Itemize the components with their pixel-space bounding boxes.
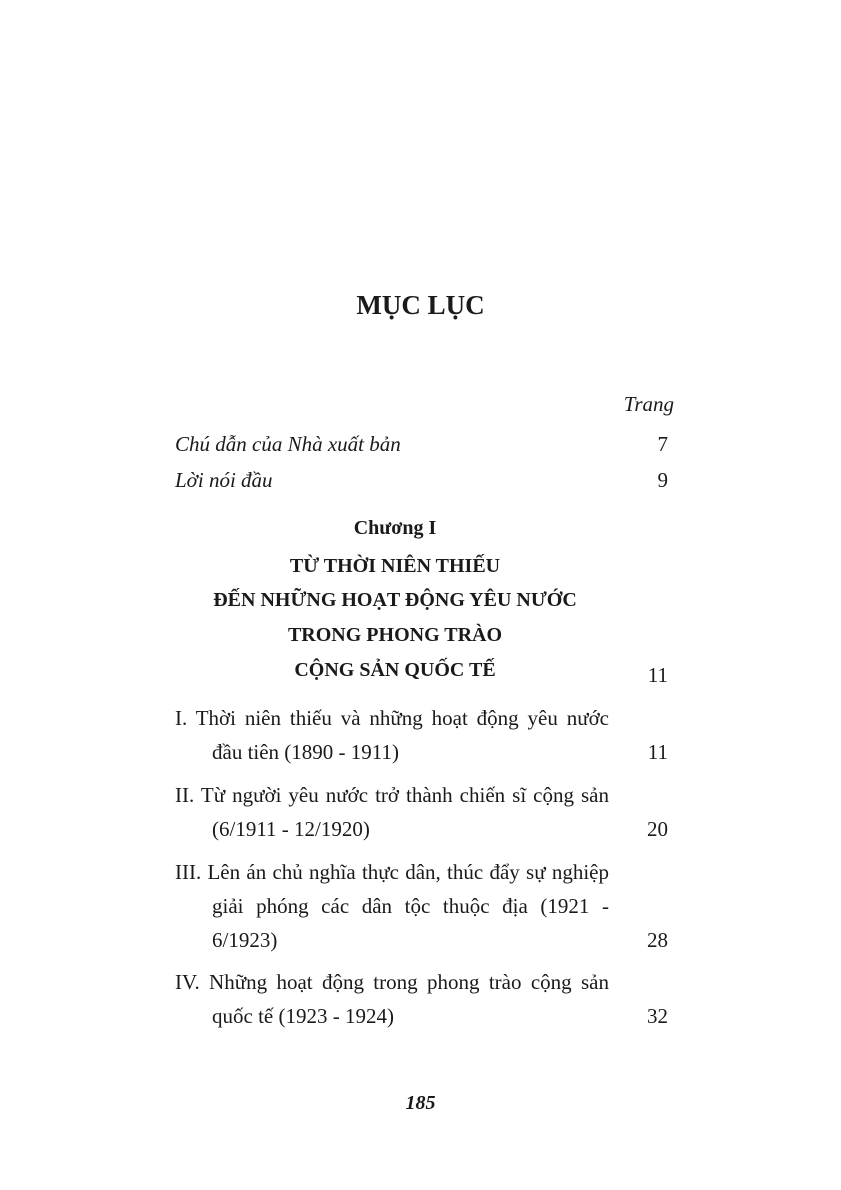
toc-entry-label: Chú dẫn của Nhà xuất bản xyxy=(175,432,401,456)
section-line: đầu tiên (1890 - 1911) xyxy=(212,740,400,764)
page-column-label: Trang xyxy=(623,392,674,416)
page-title: MỤC LỤC xyxy=(356,290,485,320)
chapter-title-line: ĐẾN NHỮNG HOẠT ĐỘNG YÊU NƯỚC xyxy=(213,589,577,611)
toc-entry-label: Lời nói đầu xyxy=(175,468,273,492)
section-page: 20 xyxy=(647,817,668,841)
section-line: III. Lên án chủ nghĩa thực dân, thúc đẩy sự nghiệp xyxy=(175,860,609,884)
chapter-number: Chương I xyxy=(353,517,437,539)
section-line: IV. Những hoạt động trong phong trào cộng sản xyxy=(175,970,609,994)
chapter-page: 11 xyxy=(647,663,668,687)
section-line: giải phóng các dân tộc thuộc địa (1921 - xyxy=(212,894,609,918)
chapter-title-line: TỪ THỜI NIÊN THIẾU xyxy=(289,555,501,577)
section-line: I. Thời niên thiếu và những hoạt động yêu nước xyxy=(175,706,609,730)
section-line: (6/1911 - 12/1920) xyxy=(212,817,370,841)
section-line: quốc tế (1923 - 1924) xyxy=(212,1004,394,1028)
section-line: II. Từ người yêu nước trở thành chiến sĩ cộng sản xyxy=(175,783,609,807)
section-page: 32 xyxy=(647,1004,668,1028)
toc-entry-page: 9 xyxy=(657,468,668,492)
section-page: 11 xyxy=(647,740,668,764)
chapter-title-line: CỘNG SẢN QUỐC TẾ xyxy=(294,659,496,681)
toc-entry-page: 7 xyxy=(657,432,668,456)
page-number: 185 xyxy=(405,1092,436,1114)
chapter-title-line: TRONG PHONG TRÀO xyxy=(287,624,503,646)
section-page: 28 xyxy=(647,928,668,952)
section-line: 6/1923) xyxy=(212,928,278,952)
